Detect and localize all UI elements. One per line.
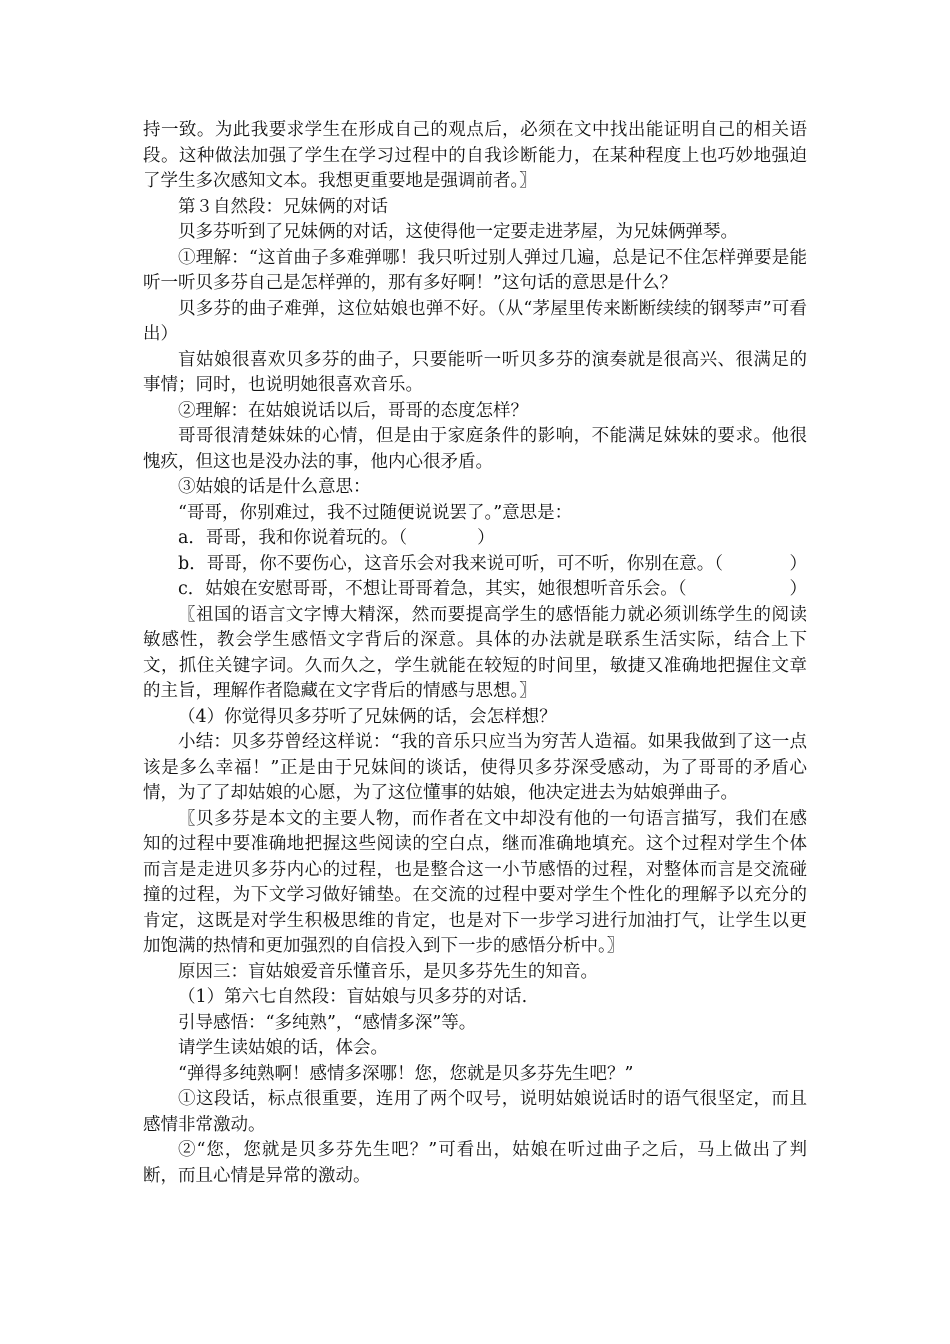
paragraph: 引导感悟：“多纯熟”，“感情多深”等。 <box>178 1012 477 1033</box>
option-c <box>143 577 807 603</box>
paragraph: （1）第六七自然段：盲姑娘与贝多芬的对话. <box>178 987 528 1007</box>
option-c-text: c．姑娘在安慰哥哥，不想让哥哥着急，其实，她很想听音乐会。（ <box>178 579 687 599</box>
option-b-paren: ） <box>789 553 807 574</box>
quote-paragraph: “哥哥，你别难过，我不过随便说说罢了。”意思是： <box>178 502 573 523</box>
question-paragraph: ③姑娘的话是什么意思： <box>178 477 371 497</box>
paragraph: 请学生读姑娘的话，体会。 <box>178 1038 388 1058</box>
commentary-paragraph: 〖贝多芬是本文的主要人物，而作者在文中却没有他的一句语言描写，我们在感知的过程中要准确地把握这些阅读的空白点，继而准确地填充。这个过程对学生个体而言是走进贝多芬内心的过程，也是整合这一小节感悟的过程，对整体而言是交流碰撞的过程，为下文学习做好铺垫。在交流的过程中要对学生个性化的理解予以充分的肯定，这既是对学生积极思维的肯定，也是对下一步学习进行加油打气，让学生以更加饱满的热情和更加强烈的自信投入到下一步的感悟分析中。〗 <box>143 808 807 956</box>
summary-paragraph: 小结：贝多芬曾经这样说：“我的音乐只应当为穷苦人造福。如果我做到了这一点该是多么幸福！”正是由于兄妹间的谈话，使得贝多芬深受感动，为了哥哥的矛盾心情，为了了却姑娘的心愿，为了这位懂事的姑娘，他决定进去为姑娘弹曲子。 <box>143 732 807 803</box>
paragraph: ②“您，您就是贝多芬先生吧？”可看出，姑娘在听过曲子之后，马上做出了判断，而且心情是异常的激动。 <box>143 1140 807 1186</box>
option-a-text: a．哥哥，我和你说着玩的。（ <box>178 528 408 548</box>
paragraph: 持一致。为此我要求学生在形成自己的观点后，必须在文中找出能证明自己的相关语段。这种做法加强了学生在学习过程中的自我诊断能力，在某种程度上也巧妙地强迫了学生多次感知文本。我想更重要地是强调前者。〗 <box>143 120 807 191</box>
option-b-text: b．哥哥，你不要伤心，这音乐会对我来说可听，可不听，你别在意。（ <box>178 553 723 574</box>
option-c-paren: ） <box>789 579 807 599</box>
question-paragraph: ①理解：“这首曲子多难弹哪！我只听过别人弹过几遍，总是记不住怎样弹要是能听一听贝多芬自己是怎样弹的，那有多好啊！”这句话的意思是什么？ <box>143 247 807 293</box>
question-paragraph: ②理解：在姑娘说话以后，哥哥的态度怎样？ <box>178 400 528 421</box>
paragraph: ①这段话，标点很重要，连用了两个叹号，说明姑娘说话时的语气很坚定，而且感情非常激动。 <box>143 1089 807 1135</box>
paragraph: 贝多芬的曲子难弹，这位姑娘也弹不好。（从“茅屋里传来断断续续的钢琴声”可看出） <box>143 298 807 344</box>
quote-paragraph: “弹得多纯熟啊！感情多深哪！您，您就是贝多芬先生吧？” <box>178 1063 634 1084</box>
paragraph: 贝多芬听到了兄妹俩的对话，这使得他一定要走进茅屋，为兄妹俩弹琴。 <box>178 222 738 242</box>
paragraph: 盲姑娘很喜欢贝多芬的曲子，只要能听一听贝多芬的演奏就是很高兴、很满足的事情；同时，也说明她很喜欢音乐。 <box>143 349 807 395</box>
option-a-paren: ） <box>407 528 495 548</box>
option-a <box>143 526 807 552</box>
question-paragraph: （4）你觉得贝多芬听了兄妹俩的话，会怎样想？ <box>178 706 557 727</box>
section-heading: 原因三：盲姑娘爱音乐懂音乐，是贝多芬先生的知音。 <box>178 961 598 982</box>
section-heading: 第３自然段：兄妹俩的对话 <box>178 196 388 217</box>
option-b <box>143 552 807 578</box>
paragraph: 哥哥很清楚妹妹的心情，但是由于家庭条件的影响，不能满足妹妹的要求。他很愧疚，但这也是没办法的事，他内心很矛盾。 <box>143 426 807 472</box>
commentary-paragraph: 〖祖国的语言文字博大精深，然而要提高学生的感悟能力就必须训练学生的阅读敏感性，教会学生感悟文字背后的深意。具体的办法就是联系生活实际，结合上下文，抓住关键字词。久而久之，学生就能在较短的时间里，敏捷又准确地把握住文章的主旨，理解作者隐藏在文字背后的情感与思想。〗 <box>143 604 807 701</box>
document-page <box>143 118 807 1189</box>
